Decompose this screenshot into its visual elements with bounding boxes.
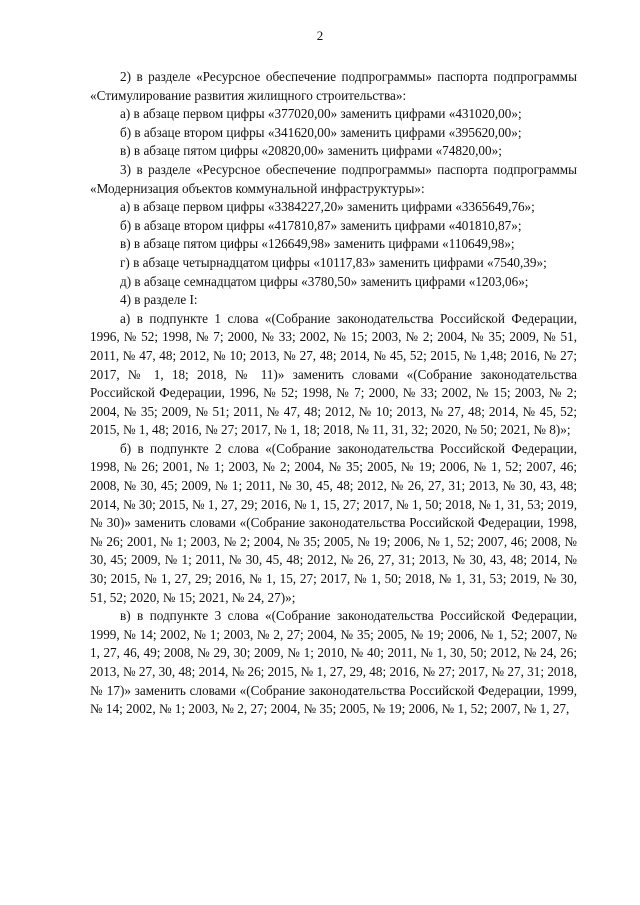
paragraph-2v: в) в абзаце пятом цифры «20820,00» заменить цифрами «74820,00»;: [120, 143, 502, 159]
page-number: 2: [316, 28, 324, 43]
document-body: [90, 68, 577, 719]
paragraph-3b: б) в абзаце втором цифры «417810,87» заменить цифрами «401810,87»;: [120, 217, 522, 233]
paragraph-section-4: 4) в разделе I:: [120, 292, 198, 308]
paragraph-4a: а) в подпункте 1 слова «(Собрание законодательства Российской Федерации, 1996, № 52; 1998, № 7; 2000, № 33; 2002, № 15; 2003, № 2; 2004, № 35; 2009, № 51, 2011, № 47, 48; 2012, № 10; 2013, № 27, 48; 2014, № 45, 52; 2015, № 1,48; 2016, № 27; 2017, № 1, 18; 2018, № 11)» заменить словами «(Собрание законодательства Российской Федерации, 1996, № 52; 1998, № 7; 2000, № 33; 2002, № 15; 2003, № 2; 2004, № 35; 2009, № 51; 2011, № 47, 48; 2012, № 10; 2013, № 27, 48; 2014, № 45, 52; 2015, № 1, 48; 2016, № 27; 2017, № 1, 18; 2018, № 11, 31, 32; 2020, № 50; 2021, № 8)»;: [90, 310, 577, 438]
paragraph-2b: б) в абзаце втором цифры «341620,00» заменить цифрами «395620,00»;: [120, 124, 522, 140]
paragraph-3g: г) в абзаце четырнадцатом цифры «10117,83» заменить цифрами «7540,39»;: [120, 254, 547, 270]
paragraph-3v: в) в абзаце пятом цифры «126649,98» заменить цифрами «110649,98»;: [120, 236, 515, 252]
paragraph-3d: д) в абзаце семнадцатом цифры «3780,50» заменить цифрами «1203,06»;: [120, 273, 529, 289]
paragraph-2a: а) в абзаце первом цифры «377020,00» заменить цифрами «431020,00»;: [120, 106, 522, 122]
paragraph-3a: а) в абзаце первом цифры «3384227,20» заменить цифрами «3365649,76»;: [120, 199, 535, 215]
paragraph-section-3: 3) в разделе «Ресурсное обеспечение подпрограммы» паспорта подпрограммы «Модернизация объектов коммунальной инфраструктуры»:: [90, 161, 577, 196]
paragraph-section-2: 2) в разделе «Ресурсное обеспечение подпрограммы» паспорта подпрограммы «Стимулирование развития жилищного строительства»:: [90, 69, 577, 103]
paragraph-4v: в) в подпункте 3 слова «(Собрание законодательства Российской Федерации, 1999, № 14; 2002, № 1; 2003, № 2, 27; 2004, № 35; 2005, № 19; 2006, № 1, 52; 2007, № 1, 27, 46, 49; 2008, № 29, 30; 2009, № 1; 2010, № 40; 2011, № 1, 30, 50; 2012, № 24, 26; 2013, № 27, 30, 48; 2014, № 26; 2015, № 1, 27, 29, 48; 2016, № 27; 2017, № 27, 31; 2018, № 17)» заменить словами «(Собрание законодательства Российской Федерации, 1999, № 14; 2002, № 1; 2003, № 2, 27; 2004, № 35; 2005, № 19; 2006, № 1, 52; 2007, № 1, 27,: [90, 608, 577, 717]
paragraph-4b: б) в подпункте 2 слова «(Собрание законодательства Российской Федерации, 1998, № 26; 2001, № 1; 2003, № 2; 2004, № 35; 2005, № 19; 2006, № 1, 52; 2007, 46; 2008, № 30, 45; 2009, № 1; 2011, № 30, 45, 48; 2012, № 26, 27, 31; 2013, № 30, 43, 48; 2014, № 30; 2015, № 1, 27, 29; 2016, № 1, 15, 27; 2017, № 1, 50; 2018, № 1, 31, 53; 2019, № 30)» заменить словами «(Собрание законодательства Российской Федерации, 1998, № 26; 2001, № 1; 2003, № 2; 2004, № 35; 2005, № 19; 2006, № 1, 52; 2007, 46; 2008, № 30, 45; 2009, № 1; 2011, № 30, 45, 48; 2012, № 26, 27, 31; 2013, № 30, 43, 48; 2014, № 30; 2015, № 1, 27, 29; 2016, № 1, 15, 27; 2017, № 1, 50; 2018, № 1, 31, 53; 2019, № 30, 51, 52; 2020, № 15; 2021, № 24, 27)»;: [90, 440, 577, 605]
